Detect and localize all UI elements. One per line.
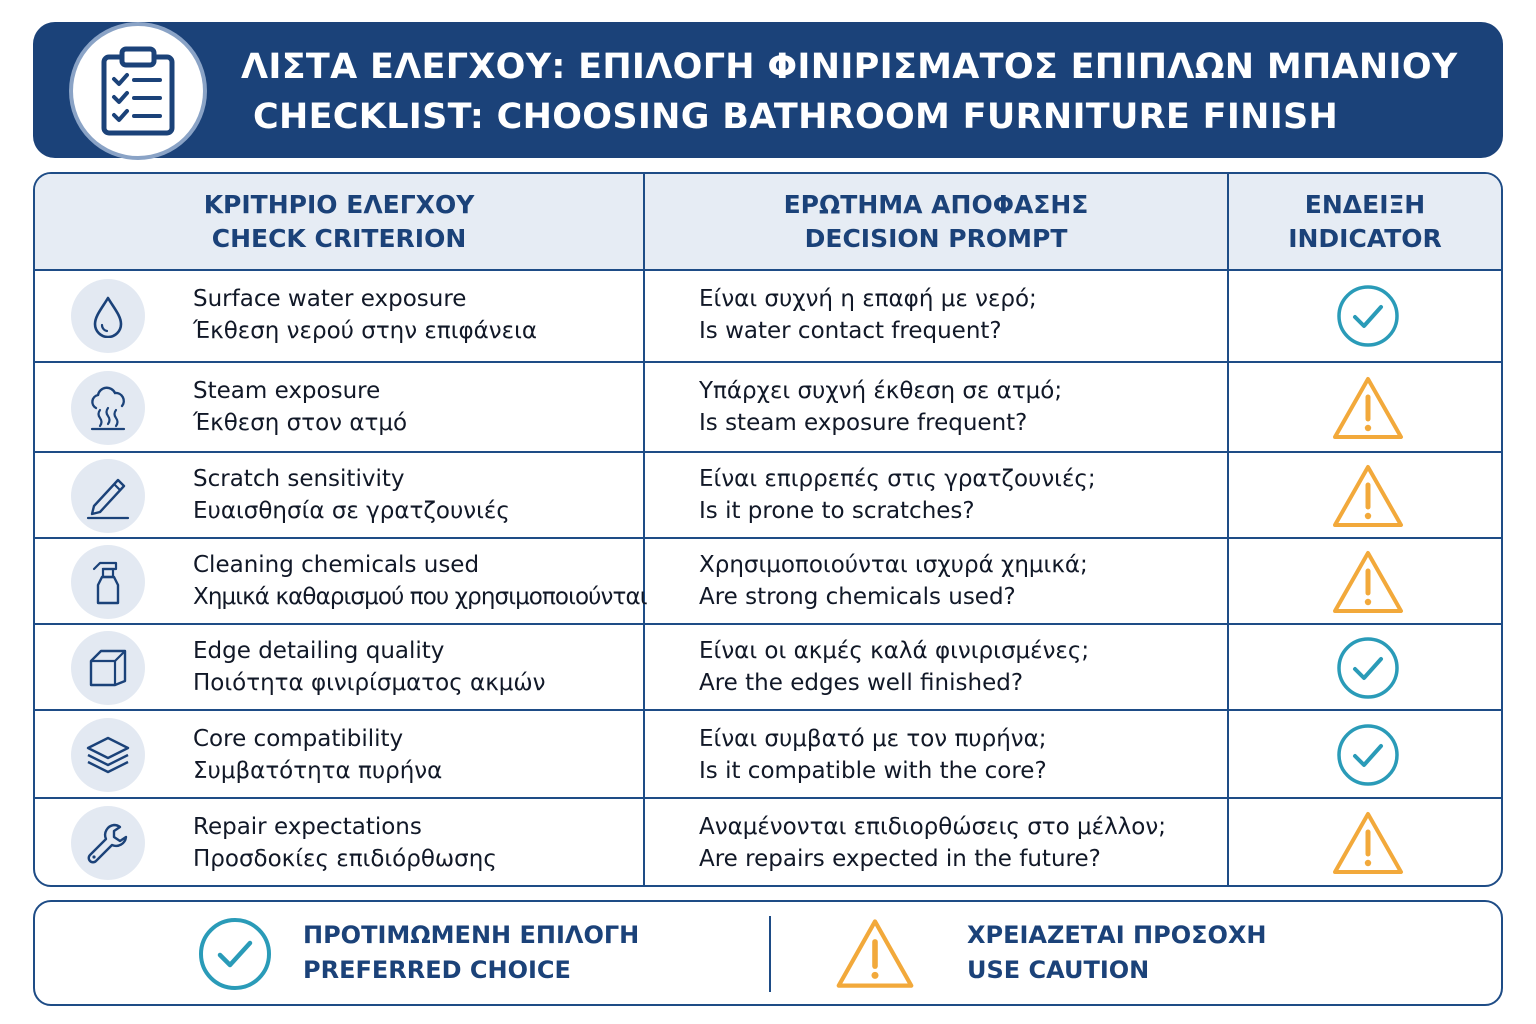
criterion-cell: [193, 283, 537, 347]
prompt-english: Are strong chemicals used?: [699, 584, 1016, 610]
page-title-greek: ΛΙΣΤΑ ΕΛΕΓΧΟΥ: ΕΠΙΛΟΓΗ ΦΙΝΙΡΙΣΜΑΤΟΣ ΕΠΙΠΛΩΝ ΜΠΑΝΙΟΥ: [241, 47, 1458, 87]
table-row: [35, 625, 1501, 709]
check-circle-icon: [1331, 718, 1405, 792]
prompt-english: Is steam exposure frequent?: [699, 410, 1028, 436]
scratch-pen-icon: [71, 459, 145, 533]
prompt-english: Are repairs expected in the future?: [699, 846, 1101, 872]
spray-bottle-icon: [71, 545, 145, 619]
criterion-cell: [193, 811, 497, 875]
prompt-cell: [699, 811, 1166, 875]
warning-triangle-icon: [835, 914, 915, 994]
prompt-cell: [699, 375, 1062, 439]
column-header-criterion: [35, 174, 643, 269]
prompt-cell: [699, 463, 1096, 527]
criterion-english: Edge detailing quality: [193, 638, 445, 664]
column-header-greek: ΕΡΩΤΗΜΑ ΑΠΟΦΑΣΗΣ: [783, 189, 1089, 219]
column-header-indicator: [1229, 174, 1501, 269]
legend-preferred-greek: ΠΡΟΤΙΜΩΜΕΝΗ ΕΠΙΛΟΓΗ: [303, 921, 640, 949]
prompt-english: Is water contact frequent?: [699, 318, 1002, 344]
criterion-cell: [193, 375, 407, 439]
prompt-english: Is it prone to scratches?: [699, 498, 975, 524]
legend: [33, 900, 1503, 1006]
criterion-greek: Χημικά καθαρισμού που χρησιμοποιούνται: [193, 584, 647, 610]
prompt-greek: Είναι επιρρεπές στις γρατζουνιές;: [699, 466, 1096, 492]
criterion-greek: Ποιότητα φινιρίσματος ακμών: [193, 670, 546, 696]
checklist-table: [33, 172, 1503, 887]
prompt-english: Is it compatible with the core?: [699, 758, 1047, 784]
wrench-icon: [71, 806, 145, 880]
warning-triangle-icon: [1331, 459, 1405, 533]
prompt-greek: Είναι συχνή η επαφή με νερό;: [699, 286, 1037, 312]
prompt-greek: Είναι οι ακμές καλά φινιρισμένες;: [699, 638, 1090, 664]
page-title: [241, 42, 1481, 142]
criterion-cell: [193, 723, 442, 787]
prompt-greek: Είναι συμβατό με τον πυρήνα;: [699, 726, 1047, 752]
legend-preferred-english: PREFERRED CHOICE: [303, 956, 571, 984]
water-drop-icon: [71, 279, 145, 353]
table-row: [35, 711, 1501, 797]
table-row: [35, 539, 1501, 623]
criterion-english: Cleaning chemicals used: [193, 552, 480, 578]
criterion-greek: Συμβατότητα πυρήνα: [193, 758, 443, 784]
prompt-greek: Χρησιμοποιούνται ισχυρά χημικά;: [699, 552, 1088, 578]
prompt-cell: [699, 549, 1088, 613]
legend-preferred-label: [303, 918, 639, 988]
prompt-cell: [699, 723, 1047, 787]
warning-triangle-icon: [1331, 371, 1405, 445]
criterion-english: Core compatibility: [193, 726, 404, 752]
column-header-prompt: [645, 174, 1227, 269]
criterion-cell: [193, 635, 546, 699]
criterion-cell: [193, 463, 510, 527]
clipboard-badge: [73, 26, 203, 156]
prompt-cell: [699, 635, 1089, 699]
legend-divider: [769, 916, 771, 992]
criterion-greek: Έκθεση στον ατμό: [193, 410, 408, 436]
column-header-english: DECISION PROMPT: [804, 223, 1068, 253]
column-header-greek: ΕΝΔΕΙΞΗ: [1304, 189, 1426, 219]
legend-caution-greek: ΧΡΕΙΑΖΕΤΑΙ ΠΡΟΣΟΧΗ: [967, 921, 1267, 949]
criterion-english: Steam exposure: [193, 378, 381, 404]
legend-caution-english: USE CAUTION: [967, 956, 1150, 984]
column-header-english: CHECK CRITERION: [211, 223, 467, 253]
criterion-english: Surface water exposure: [193, 286, 467, 312]
header-banner: [33, 22, 1503, 158]
page-title-english: CHECKLIST: CHOOSING BATHROOM FURNITURE FINISH: [253, 97, 1339, 137]
criterion-english: Scratch sensitivity: [193, 466, 405, 492]
warning-triangle-icon: [1331, 806, 1405, 880]
check-circle-icon: [195, 914, 275, 994]
table-row: [35, 363, 1501, 451]
criterion-english: Repair expectations: [193, 814, 422, 840]
prompt-greek: Υπάρχει συχνή έκθεση σε ατμό;: [699, 378, 1063, 404]
prompt-greek: Αναμένονται επιδιορθώσεις στο μέλλον;: [699, 814, 1166, 840]
table-row: [35, 799, 1501, 885]
steam-cloud-icon: [71, 371, 145, 445]
prompt-cell: [699, 283, 1037, 347]
column-header-greek: ΚΡΙΤΗΡΙΟ ΕΛΕΓΧΟΥ: [203, 189, 475, 219]
warning-triangle-icon: [1331, 545, 1405, 619]
criterion-greek: Έκθεση νερού στην επιφάνεια: [193, 318, 538, 344]
prompt-english: Are the edges well finished?: [699, 670, 1024, 696]
check-circle-icon: [1331, 631, 1405, 705]
criterion-greek: Προσδοκίες επιδιόρθωσης: [193, 846, 497, 872]
criterion-cell: [193, 549, 647, 613]
layers-icon: [71, 718, 145, 792]
clipboard-checklist-icon: [98, 45, 178, 137]
panel-edge-icon: [71, 631, 145, 705]
check-circle-icon: [1331, 279, 1405, 353]
column-header-english: INDICATOR: [1288, 223, 1442, 253]
table-row: [35, 453, 1501, 537]
table-row: [35, 271, 1501, 361]
criterion-greek: Ευαισθησία σε γρατζουνιές: [193, 498, 510, 524]
legend-caution-label: [967, 918, 1266, 988]
table-header: [35, 174, 1501, 271]
